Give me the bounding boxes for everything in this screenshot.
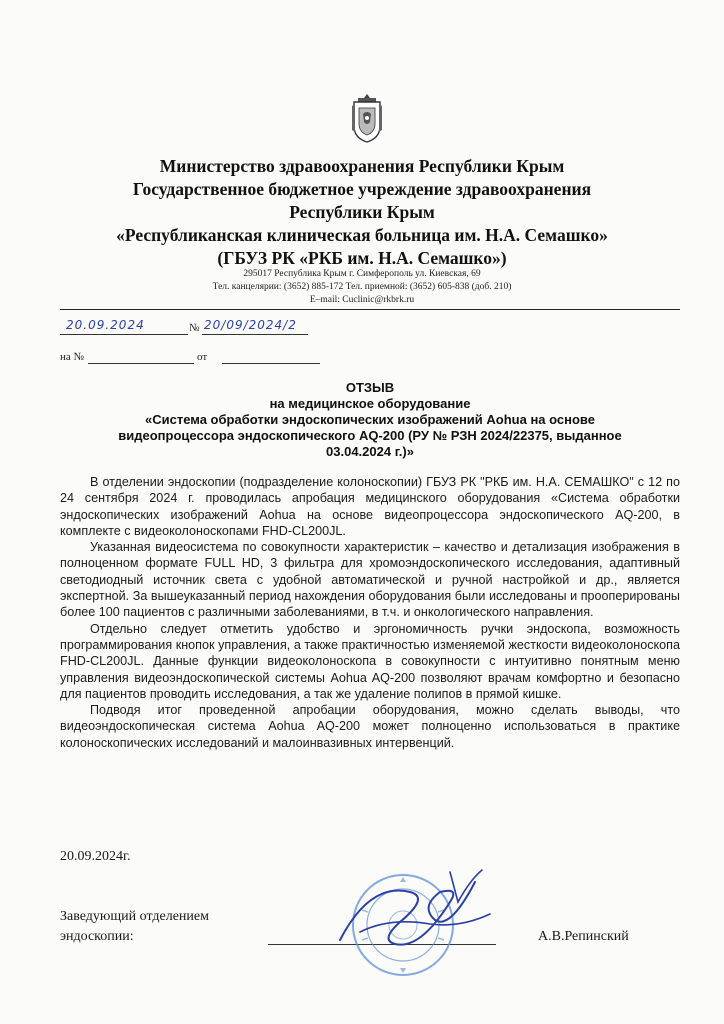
header-email: E–mail: Cuclinic@rkbrk.ru <box>309 295 415 305</box>
title-system-line2: видеопроцессора эндоскопического AQ-200 (РУ № РЗН 2024/22375, выданное <box>118 428 622 443</box>
body-paragraph-2: Указанная видеосистема по совокупности характеристик – качество и детализация изображения в полноценном формате FULL HD, 3 фильтра для хромоэндоскопического исследования, адаптивный светодиодный источник света с удобной автоматической и ручной настройкой и др., является экспертной. За вышеуказанный период нахождения оборудования были исследованы и прооперированы более 100 пациентов с различными заболеваниями, в т.ч. и онкологического направления. <box>60 540 680 620</box>
outgoing-number: 20/09/2024/2 <box>204 318 297 332</box>
title-subject: на медицинское оборудование <box>269 396 471 411</box>
date-underline <box>60 334 188 335</box>
reply-from-label: от <box>197 351 208 363</box>
header-republic: Республики Крым <box>289 202 435 222</box>
signer-position-line2: эндоскопии: <box>60 929 134 944</box>
signature-date: 20.09.2024г. <box>60 849 131 864</box>
signer-name: А.В.Репинский <box>538 929 629 944</box>
coat-of-arms-emblem <box>350 92 384 144</box>
signer-position-line1: Заведующий отделением <box>60 909 209 924</box>
header-ministry: Министерство здравоохранения Республики Крым <box>159 156 565 176</box>
reply-date-underline <box>222 363 320 364</box>
title-review: ОТЗЫВ <box>345 380 395 395</box>
title-system-line1: «Система обработки эндоскопических изображений Aohua на основе <box>145 412 595 427</box>
review-body <box>60 474 680 751</box>
body-paragraph-3: Отдельно следует отметить удобство и эргономичность ручки эндоскопа, возможность программирования кнопок управления, а также практичностью изменяемой жесткости видеоколоноскопа FHD-CL200JL. Данные функции видеоколоноскопа в совокупности с интуитивно понятным меню управления видеоэндоскопической системы Aohua AQ-200 позволяют врачам комфортно и безопасно для пациентов проводить исследования, а так же удаление полипов в прямой кишке. <box>60 621 680 701</box>
header-hospital-name: «Республиканская клиническая больница им. Н.А. Семашко» <box>116 225 608 245</box>
number-underline <box>202 334 308 335</box>
handwritten-signature <box>300 862 500 962</box>
header-hospital-abbr: (ГБУЗ РК «РКБ им. Н.А. Семашко») <box>217 248 507 268</box>
reply-number-underline <box>88 363 194 364</box>
number-label: № <box>189 322 200 334</box>
header-divider <box>60 309 680 310</box>
reply-number-label: на № <box>60 351 85 363</box>
header-address: 295017 Республика Крым г. Симферополь ул. Киевская, 69 <box>243 269 481 279</box>
header-institution: Государственное бюджетное учреждение здравоохранения <box>132 179 592 199</box>
document-title <box>60 380 680 460</box>
outgoing-date: 20.09.2024 <box>66 318 145 332</box>
title-system-line3: 03.04.2024 г.)» <box>326 444 414 459</box>
header-phones: Тел. канцелярии: (3652) 885-172 Тел. приемной: (3652) 605-838 (доб. 210) <box>212 282 512 292</box>
body-paragraph-1: В отделении эндоскопии (подразделение колоноскопии) ГБУЗ РК "РКБ им. Н.А. СЕМАШКО" с 12 по 24 сентября 2024 г. проводилась апробация медицинского оборудования «Система обработки эндоскопических изображений Aohua на основе видеопроцессора эндоскопического AQ-200, в комплекте с видеоколоноскопами FHD-CL200JL. <box>60 475 680 538</box>
body-paragraph-4: Подводя итог проведенной апробации оборудования, можно сделать выводы, что видеоэндоскопическая система Aohua AQ-200 может полноценно использоваться в практике колоноскопических исследований и малоинвазивных интервенций. <box>60 703 680 750</box>
